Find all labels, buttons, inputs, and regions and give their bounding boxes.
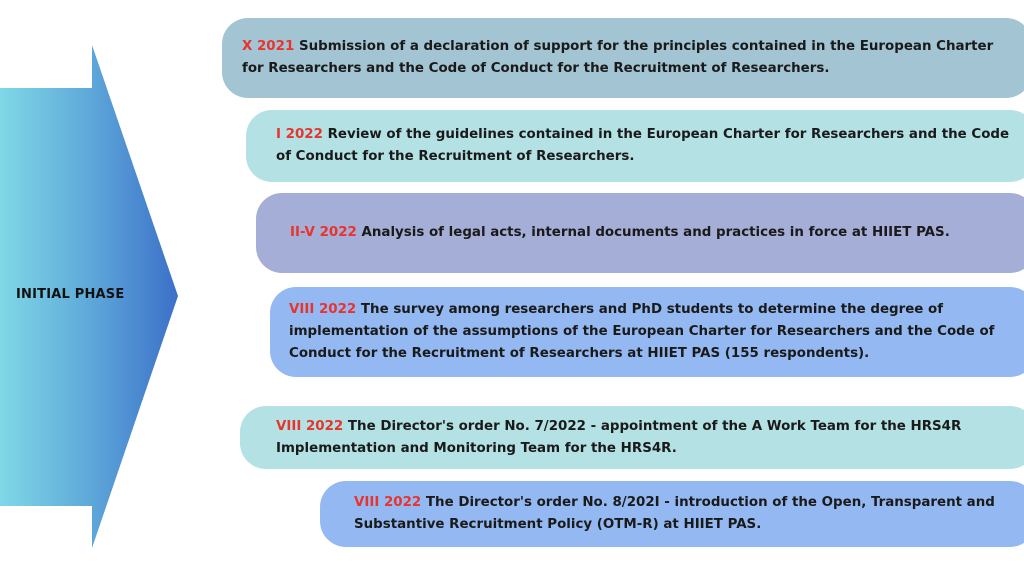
timeline-step [270, 287, 1024, 377]
step-description: Submission of a declaration of support for the principles contained in the European Charter for Researchers and the Code of Conduct for the Recruitment of Researchers. [242, 39, 994, 76]
timeline-step [246, 110, 1024, 182]
timeline-step [222, 18, 1024, 98]
timeline-step [240, 406, 1024, 469]
phase-label: INITIAL PHASE [16, 287, 125, 302]
timeline-step [256, 193, 1024, 273]
step-description: The Director's order No. 7/2022 - appointment of the A Work Team for the HRS4R Implementation and Monitoring Team for the HRS4R. [276, 418, 962, 456]
step-text [276, 124, 1022, 168]
step-description: The Director's order No. 8/202I - introduction of the Open, Transparent and Substantive Recruitment Policy (OTM-R) at HIIET PAS. [354, 495, 995, 532]
step-description: Analysis of legal acts, internal documents and practices in force at HIIET PAS. [361, 225, 950, 240]
step-text [289, 299, 1022, 365]
step-date: I 2022 [276, 127, 323, 142]
step-text [242, 36, 1018, 80]
step-date: VIII 2022 [289, 302, 357, 317]
step-description: Review of the guidelines contained in the European Charter for Researchers and the Code of Conduct for the Recruitment of Researchers. [276, 127, 1010, 164]
step-text [354, 492, 1022, 536]
step-text [276, 416, 1022, 460]
step-description: The survey among researchers and PhD students to determine the degree of implementation of the assumptions of the European Charter for Researchers and the Code of Conduct for the Recruitment of Researchers at HIIET PAS (155 respondents). [289, 302, 995, 361]
step-date: II-V 2022 [290, 225, 357, 240]
timeline-step [320, 481, 1024, 547]
step-date: VIII 2022 [276, 418, 344, 434]
step-text [290, 222, 950, 244]
step-date: VIII 2022 [354, 495, 422, 510]
step-date: X 2021 [242, 39, 295, 54]
